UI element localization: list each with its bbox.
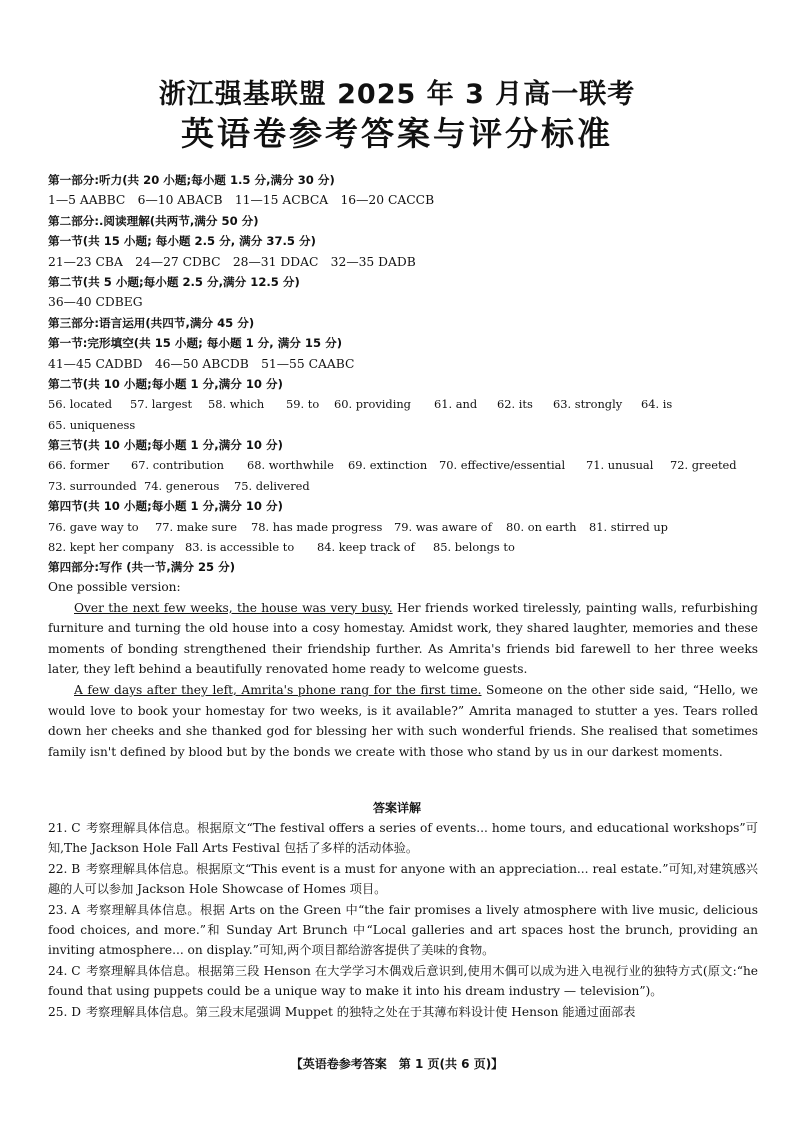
answer-item: 63. strongly (553, 397, 623, 412)
explanation-text: 考察理解具体信息。根据原文“This event is a must for anyone with an appreciation... real estate.”可知,对建筑感兴趣的人可以参加 Jackson Hole Showcase of Homes 项目。 (48, 861, 758, 897)
part3-section4-row1 (48, 517, 758, 537)
part3-section1-answers: 41—45 CADBD 46—50 ABCDB 51—55 CAABC (48, 356, 355, 371)
explanation-text: 考察理解具体信息。第三段末尾强调 Muppet 的独特之处在于其薄布料设计使 Henson 能通过面部表 (86, 1004, 636, 1019)
answer-item: 68. worthwhile (247, 458, 334, 473)
details-heading: 答案详解 (372, 801, 421, 815)
part2-section1-heading: 第一节(共 15 小题; 每小题 2.5 分, 满分 37.5 分) (48, 234, 316, 249)
explanation-text: 考察理解具体信息。根据第三段 Henson 在大学学习木偶戏后意识到,使用木偶可以成为进入电视行业的独特方式(原文:“he found that using puppets could be a unique way to make it into his dream industry — television”)。 (48, 963, 758, 999)
part3-section2-heading: 第二节(共 10 小题;每小题 1 分,满分 10 分) (48, 376, 283, 391)
answer-item: 57. largest (130, 397, 193, 412)
answer-item: 66. former (48, 458, 110, 473)
answer-item: 79. was aware of (394, 519, 492, 534)
part3-section2-row1 (48, 394, 758, 414)
answer-item: 58. which (208, 397, 265, 412)
explanation-text: 考察理解具体信息。根据 Arts on the Green 中“the fair promises a lively atmosphere with live music, delicious food choices, and more.”和 Sunday Art Brunch 中“Local galleries and art spaces host the brunch, providing an inviting atmosphere... on display.”可知,两个项目都给游客提供了美味的食物。 (48, 902, 758, 958)
answer-item: 77. make sure (155, 519, 237, 534)
part3-section4-heading: 第四节(共 10 小题;每小题 1 分,满分 10 分) (48, 499, 283, 514)
answer-item: 80. on earth (506, 519, 577, 534)
answer-explanations (48, 818, 758, 1022)
part3-section3-row2 (48, 476, 758, 496)
part2-section2-answers: 36—40 CDBEG (48, 295, 143, 310)
part1-answers: 1—5 AABBC 6—10 ABACB 11—15 ACBCA 16—20 CACCB (48, 193, 435, 208)
paragraph-2-opening: A few days after they left, Amrita's phone rang for the first time. (74, 682, 482, 697)
part3-section4-row2 (48, 537, 758, 557)
part2-section2-heading: 第二节(共 5 小题;每小题 2.5 分,满分 12.5 分) (48, 274, 300, 289)
part2-section1-answers: 21—23 CBA 24—27 CDBC 28—31 DDAC 32—35 DADB (48, 254, 416, 269)
answer-item: 78. has made progress (251, 519, 383, 534)
paragraph-1-opening: Over the next few weeks, the house was very busy. (74, 600, 393, 615)
answer-item: 75. delivered (234, 478, 310, 493)
answer-item: 76. gave way to (48, 519, 139, 534)
answer-item: 71. unusual (586, 458, 654, 473)
question-number: 23. A (48, 902, 81, 917)
explanation-item (48, 1002, 758, 1022)
answer-item: 69. extinction (348, 458, 428, 473)
explanation-item (48, 961, 758, 1002)
answer-item: 73. surrounded (48, 478, 137, 493)
answer-item: 60. providing (334, 397, 411, 412)
essay-paragraph-1 (48, 598, 758, 680)
answer-item: 70. effective/essential (439, 458, 566, 473)
part3-section1-heading: 第一节:完形填空(共 15 小题; 每小题 1 分, 满分 15 分) (48, 336, 342, 351)
answer-item: 72. greeted (670, 458, 737, 473)
part1-heading: 第一部分:听力(共 20 小题;每小题 1.5 分,满分 30 分) (48, 173, 335, 187)
answer-item: 84. keep track of (317, 540, 415, 555)
part3-heading: 第三部分:语言运用(共四节,满分 45 分) (48, 315, 255, 330)
answer-item: 81. stirred up (589, 519, 668, 534)
page-footer: 【英语卷参考答案 第 1 页(共 6 页)】 (290, 1057, 504, 1071)
answer-keys (48, 170, 758, 578)
answer-item: 83. is accessible to (185, 540, 295, 555)
question-number: 25. D (48, 1004, 82, 1019)
paragraph-1-body: Her friends worked tirelessly, painting walls, refurbishing furniture and turning the old house into a cosy homestay. Amidst work, they shared laughter, memories and these moments of bonding strengthened their friendship further. As Amrita's friends bid farewell to her three weeks later, they left behind a beautifully renovated home ready to welcome guests. (48, 600, 758, 677)
part3-section2-row2: 65. uniqueness (48, 417, 136, 432)
version-label: One possible version: (48, 580, 181, 594)
part3-section3-heading: 第三节(共 10 小题;每小题 1 分,满分 10 分) (48, 438, 283, 453)
document-title: 英语卷参考答案与评分标准 (181, 114, 613, 153)
part2-heading: 第二部分:.阅读理解(共两节,满分 50 分) (48, 213, 259, 228)
part3-section3-row1 (48, 455, 758, 475)
answer-item: 74. generous (144, 478, 220, 493)
answer-item: 61. and (434, 397, 478, 412)
part4-heading: 第四部分:写作 (共一节,满分 25 分) (48, 560, 236, 575)
answer-item: 56. located (48, 397, 113, 412)
answer-item: 62. its (497, 397, 533, 412)
exam-title: 浙江强基联盟 2025 年 3 月高一联考 (158, 79, 636, 110)
question-number: 21. C (48, 821, 81, 835)
answer-item: 67. contribution (131, 458, 225, 473)
answer-item: 64. is (641, 397, 673, 412)
answer-item: 85. belongs to (433, 540, 515, 555)
sample-essay (48, 577, 758, 762)
explanation-item (48, 818, 758, 859)
explanation-item (48, 900, 758, 961)
essay-paragraph-2 (48, 680, 758, 762)
answer-item: 59. to (286, 397, 320, 412)
answer-item: 82. kept her company (48, 540, 174, 555)
question-number: 24. C (48, 963, 81, 978)
explanation-item (48, 859, 758, 900)
explanation-text: 考察理解具体信息。根据原文“The festival offers a series of events... home tours, and educational workshops”可知,The Jackson Hole Fall Arts Festival 包括了多样的活动体验。 (48, 821, 758, 856)
question-number: 22. B (48, 861, 81, 876)
paragraph-2-body: Someone on the other side said, “Hello, we would love to book your homestay for two weeks, is it available?” Amrita managed to stutter a yes. Tears rolled down her cheeks and she thanked god for blessing her with such wonderful friends. She realised that sometimes family isn't defined by blood but by the bonds we create with those who stand by us in our darkest moments. (48, 682, 758, 759)
